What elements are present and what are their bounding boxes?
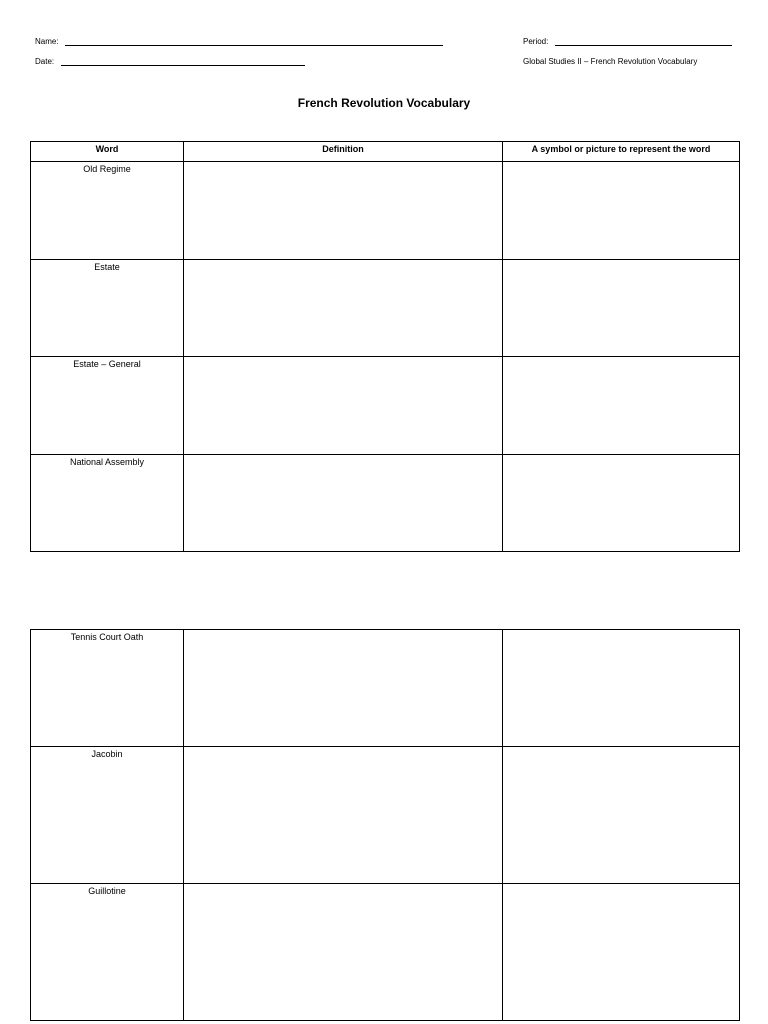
definition-cell[interactable] [184,455,503,552]
word-cell: Tennis Court Oath [31,630,184,747]
symbol-cell[interactable] [503,747,740,884]
column-header-definition: Definition [184,142,503,162]
word-cell: National Assembly [31,455,184,552]
table-header-row [31,142,740,162]
definition-cell[interactable] [184,747,503,884]
date-label: Date: [35,57,55,66]
symbol-cell[interactable] [503,455,740,552]
column-header-word: Word [31,142,184,162]
word-cell: Jacobin [31,747,184,884]
table-row [31,747,740,884]
vocabulary-table-continued [30,629,740,1021]
definition-cell[interactable] [184,630,503,747]
table-row [31,884,740,1021]
column-header-symbol: A symbol or picture to represent the word [503,142,740,162]
symbol-cell[interactable] [503,884,740,1021]
definition-cell[interactable] [184,884,503,1021]
word-cell: Old Regime [31,162,184,260]
table-row [31,455,740,552]
word-cell: Guillotine [31,884,184,1021]
name-blank-line[interactable] [65,45,443,46]
date-blank-line[interactable] [61,65,305,66]
period-blank-line[interactable] [555,45,732,46]
word-cell: Estate – General [31,357,184,455]
table-row [31,357,740,455]
course-label: Global Studies II – French Revolution Vocabulary [523,57,698,66]
definition-cell[interactable] [184,357,503,455]
table-row [31,162,740,260]
word-cell: Estate [31,260,184,357]
definition-cell[interactable] [184,260,503,357]
symbol-cell[interactable] [503,162,740,260]
name-label: Name: [35,37,59,46]
page-title: French Revolution Vocabulary [297,96,471,110]
symbol-cell[interactable] [503,357,740,455]
period-label: Period: [523,37,549,46]
table-row [31,630,740,747]
symbol-cell[interactable] [503,630,740,747]
vocabulary-table [30,141,740,552]
table-row [31,260,740,357]
definition-cell[interactable] [184,162,503,260]
symbol-cell[interactable] [503,260,740,357]
